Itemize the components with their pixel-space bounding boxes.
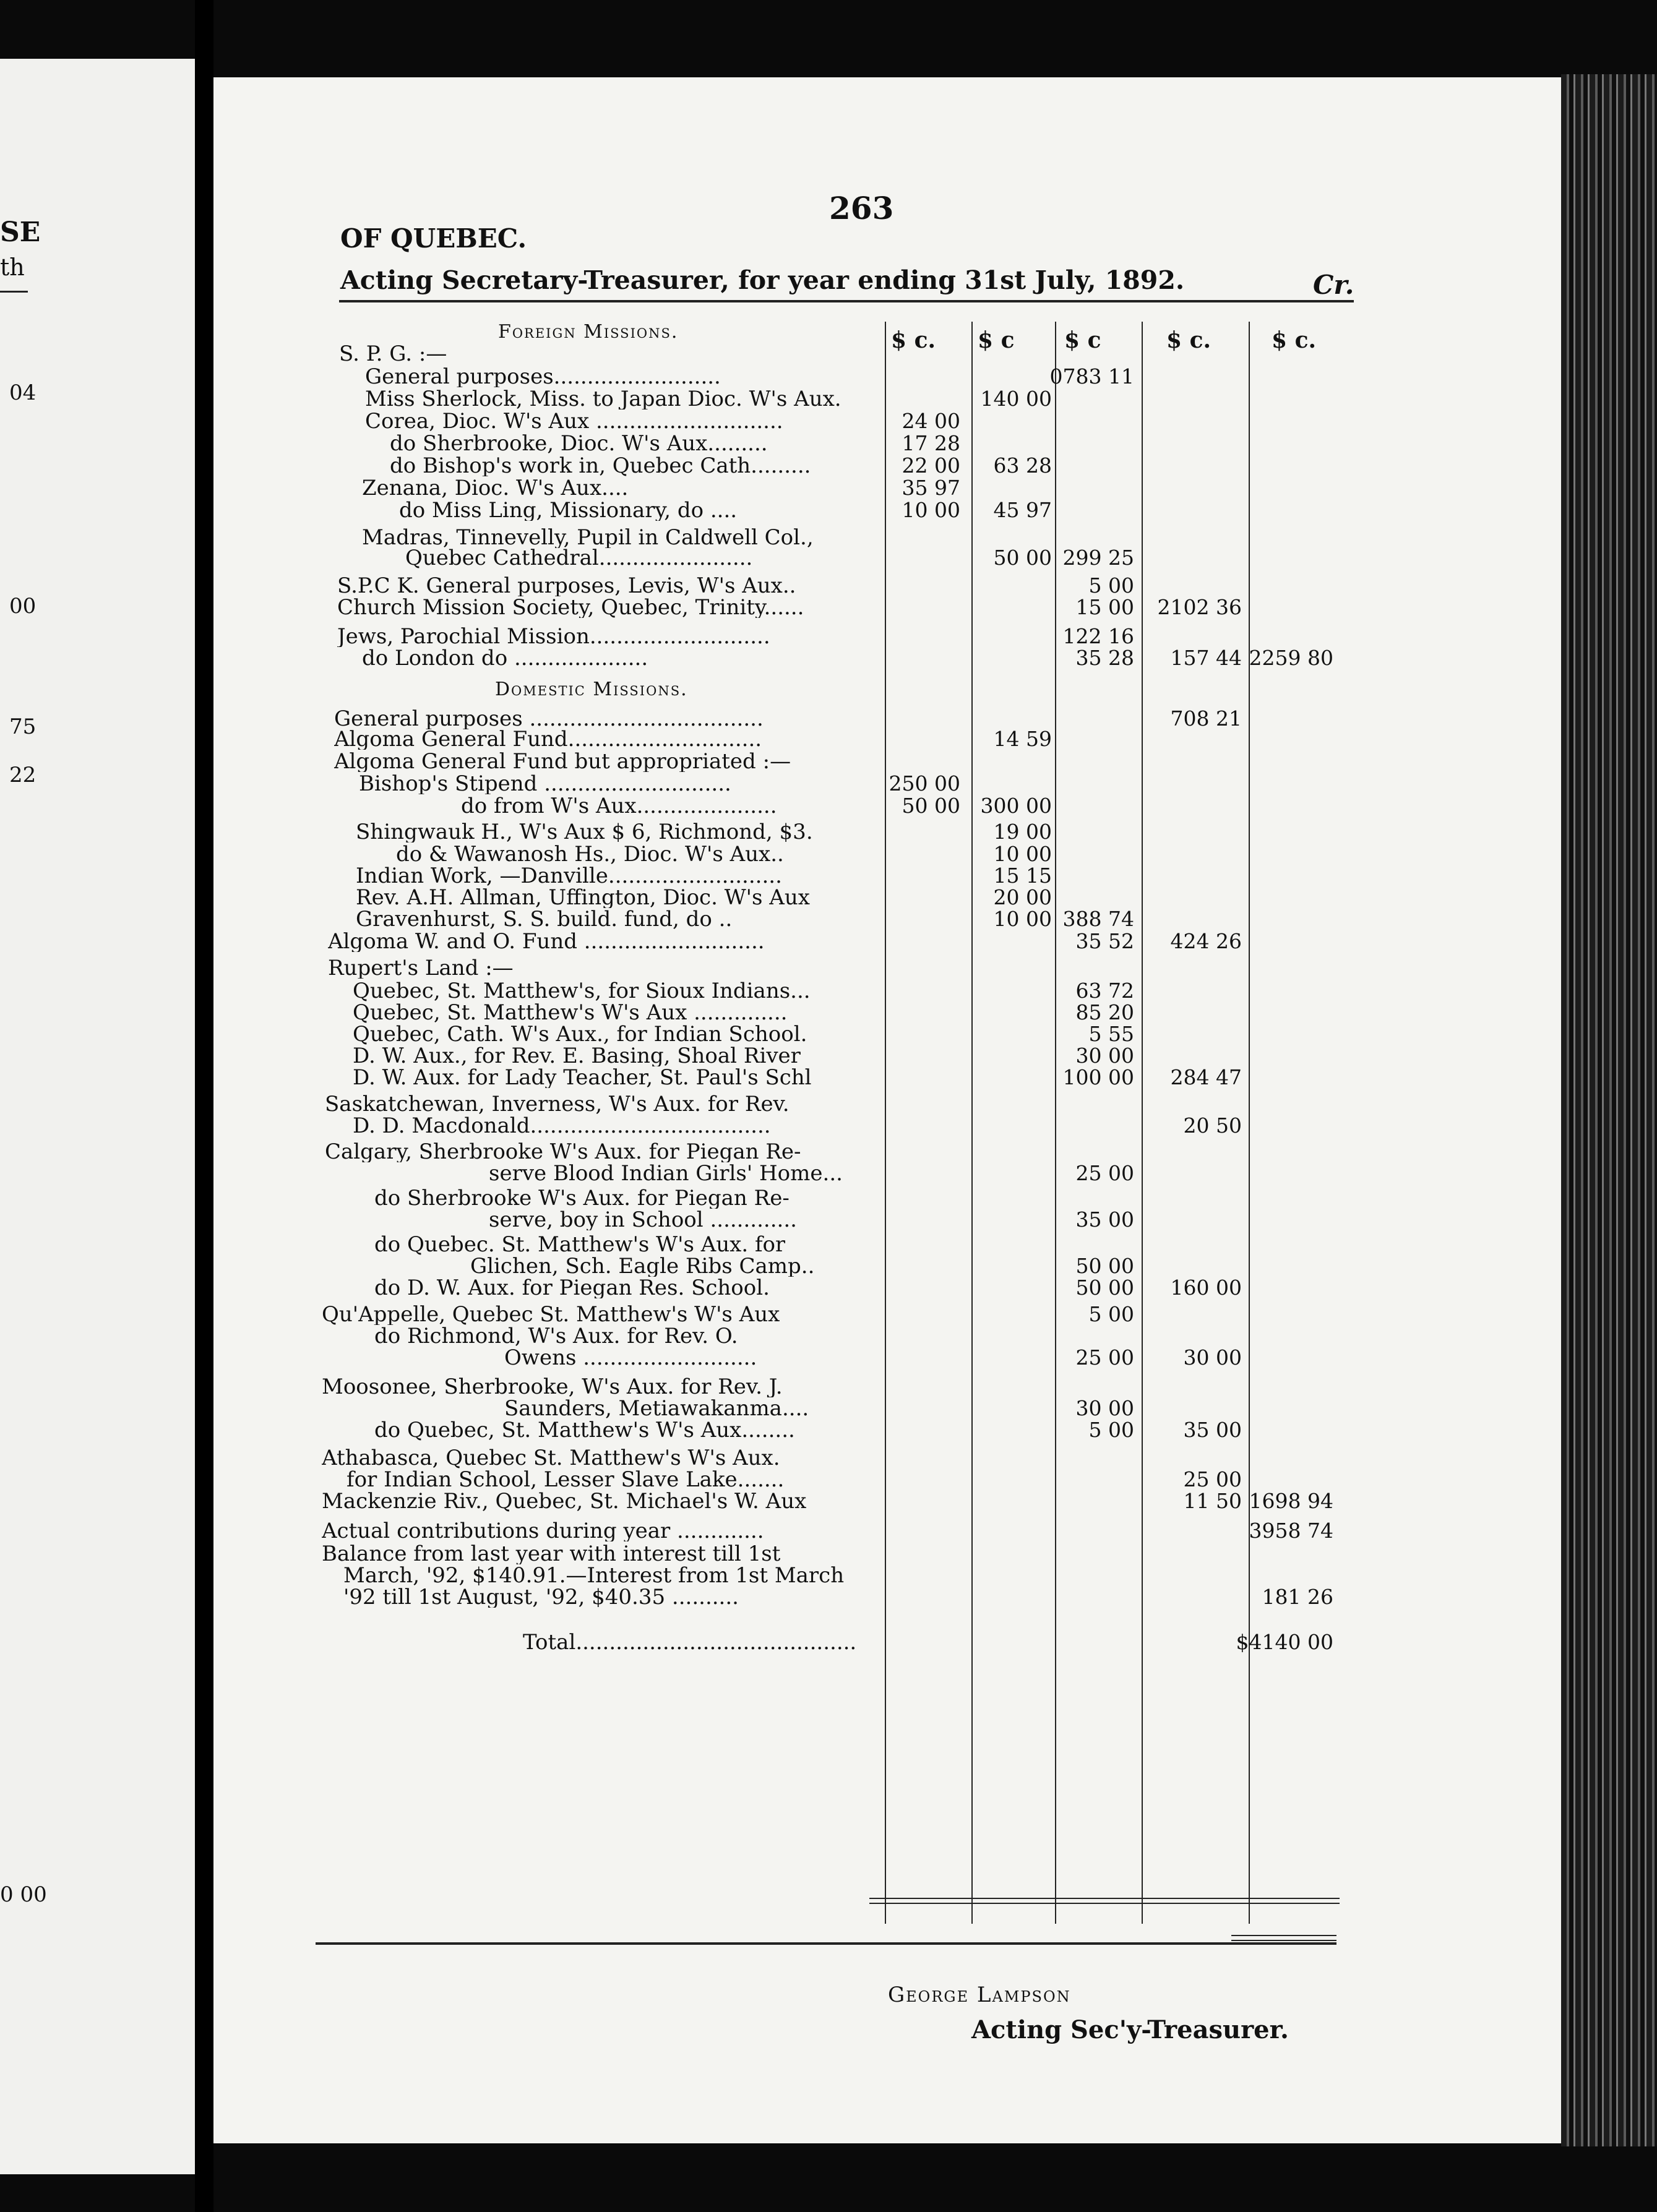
total-rule (869, 1898, 1340, 1899)
amount-cell: 10 00 (993, 907, 1052, 931)
left-number-fragment: 75 (9, 714, 37, 739)
page-edges (1561, 74, 1657, 2146)
amount-cell: $4140 00 (1236, 1630, 1333, 1654)
left-number-fragment: 0 00 (0, 1882, 47, 1907)
row-label: Glichen, Sch. Eagle Ribs Camp.. (470, 1256, 815, 1277)
amount-cell: 1698 94 (1249, 1489, 1333, 1513)
amount-cell: 10 00 (993, 842, 1052, 866)
signature-name: George Lampson (888, 1983, 1071, 2007)
column-rule (1055, 322, 1056, 1924)
row-label: Shingwauk H., W's Aux $ 6, Richmond, $3. (356, 821, 813, 842)
amount-cell: 24 00 (902, 409, 960, 433)
amount-cell: 5 55 (1088, 1022, 1134, 1046)
row-label: do Bishop's work in, Quebec Cath......... (390, 455, 811, 476)
amount-cell: 63 72 (1075, 979, 1134, 1003)
row-label: Corea, Dioc. W's Aux ............................ (365, 411, 783, 432)
amount-cell: 3958 74 (1249, 1519, 1333, 1543)
amount-cell: 50 00 (1075, 1275, 1134, 1300)
row-label: S. P. G. :— (339, 343, 447, 364)
column-header: $ c. (1272, 327, 1317, 353)
row-label: Mackenzie Riv., Quebec, St. Michael's W. Aux (322, 1491, 807, 1512)
row-label: Quebec, Cath. W's Aux., for Indian School. (353, 1024, 807, 1045)
row-label: Madras, Tinnevelly, Pupil in Caldwell Col., (362, 527, 814, 548)
row-label: Bishop's Stipend ............................ (359, 773, 731, 794)
row-label: March, '92, $140.91.—Interest from 1st March (343, 1565, 845, 1586)
row-label: Saskatchewan, Inverness, W's Aux. for Rev. (325, 1094, 790, 1115)
row-label: do Richmond, W's Aux. for Rev. O. (374, 1326, 738, 1347)
amount-cell: 25 00 (1075, 1345, 1134, 1370)
amount-cell: 299 25 (1062, 546, 1134, 570)
amount-cell: 25 00 (1075, 1161, 1134, 1185)
row-label: Church Mission Society, Quebec, Trinity...... (337, 597, 804, 618)
row-label: Gravenhurst, S. S. build. fund, do .. (356, 909, 733, 930)
row-label: Foreign Missions. (498, 323, 679, 341)
amount-cell: 300 00 (980, 794, 1052, 818)
row-label: do Sherbrooke W's Aux. for Piegan Re- (374, 1188, 790, 1209)
row-label: General purposes......................... (365, 366, 721, 387)
amount-cell: 20 00 (993, 885, 1052, 909)
row-label: for Indian School, Lesser Slave Lake....... (346, 1469, 785, 1490)
amount-cell: 122 16 (1062, 624, 1134, 648)
row-label: Algoma General Fund but appropriated :— (334, 751, 791, 772)
row-label: do London do .................... (362, 648, 648, 669)
row-label: '92 till 1st August, '92, $40.35 .......... (343, 1587, 739, 1608)
column-rule (885, 322, 886, 1924)
row-label: Actual contributions during year ............. (322, 1520, 764, 1541)
row-label: Algoma W. and O. Fund ........................... (328, 931, 765, 952)
amount-cell: 85 20 (1075, 1000, 1134, 1024)
row-label: Quebec, St. Matthew's, for Sioux Indians... (353, 980, 811, 1001)
row-label: S.P.C K. General purposes, Levis, W's Aux.. (337, 575, 796, 596)
amount-cell: 50 00 (902, 794, 960, 818)
row-label: serve Blood Indian Girls' Home... (489, 1163, 843, 1184)
row-label: General purposes ................................... (334, 708, 764, 729)
column-header: $ c. (891, 327, 936, 353)
total-rule (1231, 1935, 1336, 1936)
amount-cell: 25 00 (1183, 1467, 1242, 1491)
amount-cell: 10 00 (902, 498, 960, 522)
amount-cell: 20 50 (1183, 1113, 1242, 1138)
amount-cell: 19 00 (993, 820, 1052, 844)
amount-cell: 140 00 (980, 387, 1052, 411)
amount-cell: 157 44 (1170, 646, 1242, 670)
row-label: Miss Sherlock, Miss. to Japan Dioc. W's Aux. (365, 388, 841, 409)
amount-cell: 50 00 (993, 546, 1052, 570)
amount-cell: 5 00 (1088, 1302, 1134, 1326)
amount-cell: 63 28 (993, 453, 1052, 478)
row-label: D. W. Aux., for Rev. E. Basing, Shoal River (353, 1045, 801, 1066)
signature-title: Acting Sec'y-Treasurer. (971, 2015, 1289, 2044)
amount-cell: 15 00 (1075, 595, 1134, 619)
left-number-fragment: 00 (9, 594, 37, 619)
row-label: do D. W. Aux. for Piegan Res. School. (374, 1277, 770, 1298)
row-label: do Quebec, St. Matthew's W's Aux........ (374, 1420, 795, 1441)
left-page-fragment (0, 59, 195, 2174)
amount-cell: 284 47 (1170, 1065, 1242, 1089)
running-head: OF QUEBEC. (340, 223, 527, 254)
amount-cell: 250 00 (889, 771, 960, 795)
row-label: Quebec Cathedral....................... (405, 547, 753, 568)
row-label: Rev. A.H. Allman, Uffington, Dioc. W's Aux (356, 887, 810, 908)
amount-cell: 35 00 (1183, 1418, 1242, 1442)
amount-cell: 0783 11 (1049, 364, 1134, 388)
amount-cell: 2259 80 (1249, 646, 1333, 670)
amount-cell: 35 28 (1075, 646, 1134, 670)
column-rule (971, 322, 973, 1924)
row-label: Zenana, Dioc. W's Aux.... (362, 478, 629, 499)
row-label: do Quebec. St. Matthew's W's Aux. for (374, 1234, 786, 1255)
amount-cell: 17 28 (902, 431, 960, 455)
total-rule (869, 1903, 1340, 1904)
row-label: Qu'Appelle, Quebec St. Matthew's W's Aux (322, 1304, 780, 1325)
row-label: Quebec, St. Matthew's W's Aux .............. (353, 1002, 788, 1023)
column-header: $ c (1064, 327, 1101, 353)
book-gutter (195, 0, 213, 2212)
credit-label: Cr. (1313, 270, 1354, 300)
amount-cell: 35 00 (1075, 1207, 1134, 1232)
row-label: Algoma General Fund............................. (334, 729, 762, 750)
column-rule (1249, 322, 1250, 1924)
row-label: Owens .......................... (504, 1347, 757, 1368)
row-label: Indian Work, —Danville.......................... (356, 865, 782, 886)
amount-cell: 15 15 (993, 864, 1052, 888)
left-number-fragment: 04 (9, 380, 37, 405)
row-label: Athabasca, Quebec St. Matthew's W's Aux. (322, 1447, 780, 1468)
amount-cell: 388 74 (1062, 907, 1134, 931)
row-label: Domestic Missions. (495, 680, 688, 699)
left-sub-fragment: th (0, 254, 25, 281)
page-number: 263 (829, 190, 894, 226)
row-label: D. D. Macdonald.................................... (353, 1115, 771, 1136)
left-heading-fragment: SE (0, 216, 41, 248)
amount-cell: 35 52 (1075, 929, 1134, 953)
amount-cell: 50 00 (1075, 1254, 1134, 1278)
amount-cell: 30 00 (1075, 1044, 1134, 1068)
header-rule (339, 300, 1354, 302)
amount-cell: 2102 36 (1157, 595, 1242, 619)
amount-cell: 30 00 (1075, 1396, 1134, 1420)
row-label: D. W. Aux. for Lady Teacher, St. Paul's Schl (353, 1067, 812, 1088)
amount-cell: 5 00 (1088, 1418, 1134, 1442)
row-label: Balance from last year with interest till 1st (322, 1543, 781, 1564)
footer-rule (316, 1942, 1336, 1945)
row-label: Jews, Parochial Mission........................... (337, 626, 770, 647)
subtitle: Acting Secretary-Treasurer, for year ending 31st July, 1892. (340, 265, 1185, 295)
amount-cell: 708 21 (1170, 706, 1242, 731)
amount-cell: 14 59 (993, 727, 1052, 751)
amount-cell: 424 26 (1170, 929, 1242, 953)
amount-cell: 35 97 (902, 476, 960, 500)
left-number-fragment: 22 (9, 763, 37, 787)
row-label: serve, boy in School ............. (489, 1209, 797, 1230)
row-label: Calgary, Sherbrooke W's Aux. for Piegan Re- (325, 1141, 801, 1162)
column-header: $ c. (1166, 327, 1212, 353)
row-label: Saunders, Metiawakanma.... (504, 1398, 809, 1419)
column-header: $ c (978, 327, 1015, 353)
row-label: Rupert's Land :— (328, 958, 514, 979)
row-label: Total.......................................... (523, 1632, 857, 1653)
row-label: do Sherbrooke, Dioc. W's Aux......... (390, 433, 768, 454)
amount-cell: 160 00 (1170, 1275, 1242, 1300)
amount-cell: 11 50 (1183, 1489, 1242, 1513)
row-label: do & Wawanosh Hs., Dioc. W's Aux.. (396, 844, 784, 865)
row-label: Moosonee, Sherbrooke, W's Aux. for Rev. J. (322, 1376, 783, 1397)
amount-cell: 22 00 (902, 453, 960, 478)
amount-cell: 5 00 (1088, 573, 1134, 598)
column-rule (1142, 322, 1143, 1924)
amount-cell: 45 97 (993, 498, 1052, 522)
left-rule (0, 291, 28, 293)
amount-cell: 30 00 (1183, 1345, 1242, 1370)
row-label: do from W's Aux..................... (461, 795, 777, 817)
amount-cell: 100 00 (1062, 1065, 1134, 1089)
amount-cell: 181 26 (1262, 1585, 1333, 1609)
total-rule (1231, 1940, 1336, 1941)
row-label: do Miss Ling, Missionary, do .... (399, 500, 738, 521)
